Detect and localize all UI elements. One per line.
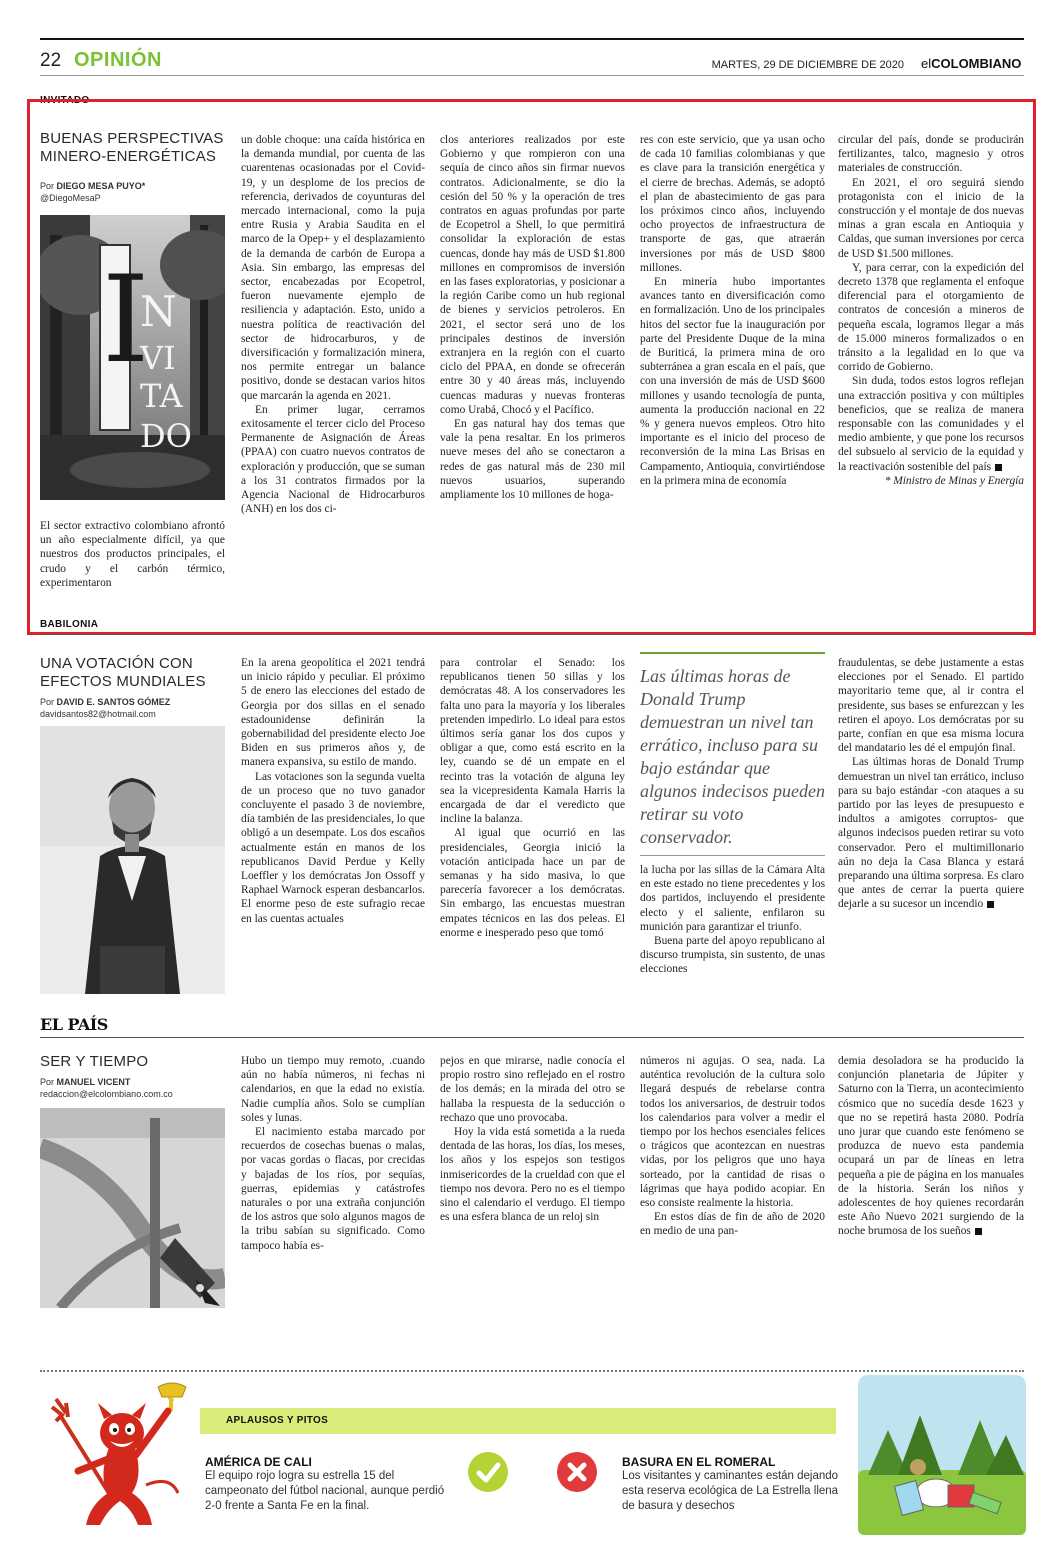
article-column-2 — [241, 133, 425, 516]
paragraph: El sector extractivo colombiano afrontó un año especialmente difícil, ya que nuestros dos productos principales, el crudo y el carbón térmico, experimentaron — [40, 520, 225, 589]
byline-by: Por — [40, 181, 55, 191]
end-mark-icon — [987, 901, 994, 908]
cross-icon — [557, 1452, 597, 1492]
headline-line: EFECTOS MUNDIALES — [40, 673, 206, 690]
paragraph: un doble choque: una caída histórica en la demanda mundial, por cuenta de las cuarentenas ocasionadas por el Covid-19, y un desplome de los precios de referencia, derivados de coyunturas del mercado internacional, como la puja entre Rusia y Arabia Saudita en el marco de la Opep+ y el desplazamiento de la demanda de carbón de Europa a Asia. Sin embargo, las empresas del sector, encabezadas por Ecopetrol, fueron nuevamente ejemplo de resiliencia y adaptación. Esto, unido a nuestra política de reactivación del sector de hidrocarburos, y de diversificación y formalización minera, nos permite entregar un balance positivo, donde se destacan varios hitos que marcarán la agenda en 2021. — [241, 134, 425, 402]
article-headline — [40, 130, 230, 166]
paragraph: res con este servicio, que ya usan ocho de cada 10 familias colombianas y que es clave para la transición energética y el cierre de brechas. Además, se adoptó el plan de abastecimiento de gas para los próximos cinco años, incluyendo ocho proyectos de infraestructura de transporte de gas, que atraerán inversiones por más de USD $800 millones. — [640, 134, 825, 274]
article-column-2 — [440, 656, 625, 940]
masthead-name: COLOMBIANO — [931, 56, 1022, 71]
section-divider — [40, 634, 1024, 635]
pull-quote-rule — [640, 652, 825, 654]
pull-quote: Las últimas horas de Donald Trump demuestran un nivel tan errático, incluso para su bajo estándar que algunos indecisos pueden retirar su voto conservador. — [640, 666, 825, 847]
section-title: APLAUSOS Y PITOS — [226, 1415, 329, 1426]
paragraph: fraudulentas, se debe justamente a estas elecciones por el Senado. El partido mayoritario teme que, al ir contra el presidente, sus bases se enfurezcan y les retiren el apoyo. Los demócratas por su parte, confían en que esa misma locura del mandatario les dé el empujón final. — [838, 657, 1024, 755]
logo-letters-do: DO — [140, 417, 192, 455]
top-rule — [40, 38, 1024, 40]
kicker-invitado: INVITADO — [40, 95, 90, 106]
author-name: DAVID E. SANTOS GÓMEZ — [56, 697, 171, 707]
paragraph: En 2021, el oro seguirá siendo protagonista con el inicio de la construcción y el montaje de dos nuevas minas a gran escala en Antioquia y Caldas, que suman inversiones por cerca de USD $1.500 millones. — [838, 176, 1024, 260]
author-portrait-svg — [40, 726, 225, 994]
headline-line: MINERO-ENERGÉTICAS — [40, 148, 217, 165]
paragraph — [838, 755, 1024, 911]
issue-date: MARTES, 29 DE DICIEMBRE DE 2020 — [711, 59, 904, 71]
section-header-bar — [200, 1408, 836, 1434]
applause-text: El equipo rojo logra su estrella 15 del campeonato del fútbol nacional, aunque perdió 2-0 frente a Santa Fe en la final. — [205, 1470, 445, 1512]
article-column-4 — [838, 1054, 1024, 1239]
byline-by: Por — [40, 697, 55, 707]
paragraph: En minería hubo importantes avances tanto en diversificación como en formalización. Uno de los principales hitos del sector fue la inauguración por parte del Presidente Duque de la mina de Buriticá, la primera mina de oro subterránea a gran escala en el país, que con una inversión de más de USD $600 millones y usando tecnología de punta, aumenta la producción nacional en 22 % y genera nuevos empleos. Otro hito importante es el inicio del proceso de reconversión de la mina Las Brisas en Campamento, Antioquia, convirtiéndose en la primera mina de economía — [640, 276, 825, 487]
paragraph: para controlar el Senado: los republicanos tienen 50 sillas y los demócratas 48. A los conservadores les falta uno para la mayoría y los liberales pretenden impedirlo. Lo ideal para estos últimos sería ganar los dos cupos y obligar a que, como está escrito en la ley, cuando se dé un empate en el recinto tras la votación de alguna ley sea la vicepresidenta Kamala Harris la encargada de dar el veredicto que incline la balanza. — [440, 657, 625, 826]
garbage-illustration-icon — [858, 1375, 1026, 1535]
illustration-image — [40, 1108, 225, 1308]
whistle-title: BASURA EN EL ROMERAL — [622, 1455, 776, 1469]
paragraph: pejos en que mirarse, nadie conocía el propio rostro sino reflejado en el rostro de los demás; en la mirada del otro se hallaba la respuesta de la seducción o rechazo que uno provocaba. — [440, 1055, 625, 1124]
pen-illustration-svg — [40, 1108, 225, 1308]
article-column-3 — [440, 133, 625, 502]
paragraph — [838, 374, 1024, 473]
paragraph: Al igual que ocurrió en las presidenciales, Georgia inició la votación anticipada hace un par de semanas y ha sido masiva, lo que parecería favorecer a los demócratas. Sin embargo, las encuestas muestran empates técnicos en las dos peleas. El enorme e inesperado peso que tomó — [440, 827, 625, 939]
garbage-illustration-svg — [858, 1375, 1026, 1535]
paragraph-text: Sin duda, todos estos logros reflejan una extracción positiva y con múltiples beneficios, que se realiza de manera responsable con las comunidades y el medio ambiente, y que pone los recursos del subsuelo al servicio de la equidad y la reactivación sostenible del país — [838, 375, 1024, 473]
header-divider — [40, 75, 1024, 76]
byline-by: Por — [40, 1077, 55, 1087]
paragraph: En la arena geopolítica el 2021 tendrá un inicio rápido y peculiar. El próximo 5 de enero las elecciones del estado de Georgia por dos sillas en el senado estadounidense definirán la gobernabilidad del presidente electo Joe Biden en sus primeros años y, de manera expansiva, su estilo de mando. — [241, 657, 425, 769]
article-column-2 — [440, 1054, 625, 1224]
section-name: OPINIÓN — [74, 49, 162, 71]
kicker-babilonia: BABILONIA — [40, 619, 99, 630]
article-column-1 — [241, 1054, 425, 1253]
logo-letters-ta: TA — [140, 377, 183, 415]
article-headline: SER Y TIEMPO — [40, 1053, 149, 1070]
dotted-divider — [40, 1370, 1024, 1372]
paragraph: Hoy la vida está sometida a la rueda dentada de las horas, los días, los meses, los años y los espejos son testigos inmisericordes de la crueldad con que el tiempo nos devora. Pero no es el tiempo sino el calendario el verdugo. El tiempo es una esfera blanca de un reloj sin — [440, 1126, 625, 1224]
byline — [40, 1076, 230, 1100]
check-icon — [468, 1452, 508, 1492]
author-footnote: * Ministro de Minas y Energía — [884, 474, 1024, 487]
paragraph: la lucha por las sillas de la Cámara Alta en este estado no tiene precedentes y los dos partidos, incluyendo el presidente electo y el saliente, enfilaron su munición para garantizar el triunfo. — [640, 864, 825, 933]
invitado-logo-image — [40, 215, 225, 500]
paragraph: números ni agujas. O sea, nada. La auténtica revolución de la cultura solo llegará después de rebelarse contra todos los aniversarios, de destruir todos los calendarios para volver a medir el tiempo por los hechos esenciales felices o trágicos que acontezcan en nuestras vidas, por los peligros que uno haya sorteado, por la cantidad de risas o lágrimas que haya podido acopiar. En eso consiste realmente la historia. — [640, 1055, 825, 1210]
article-headline — [40, 655, 230, 691]
paragraph: Buena parte del apoyo republicano al discurso trumpista, sin sustento, de unas elecciones — [640, 935, 825, 976]
author-handle: @DiegoMesaP — [40, 193, 101, 203]
article-column-5 — [838, 133, 1024, 488]
check-mark-svg — [468, 1452, 508, 1492]
section-divider — [40, 1037, 1024, 1038]
whistle-item — [622, 1455, 852, 1514]
logo-letter-n: N — [140, 287, 177, 336]
paragraph: El nacimiento estaba marcado por recuerdos de cosechas buenas o malas, por vacas gordas o flacas, por crecidas y bajadas de los ríos, por sequías, guerras, epidemias y catástrofes naturales o por una extraña conjunción de los astros que solo algunos magos de la tribu sabían su significado. Como tampoco había es- — [241, 1126, 425, 1252]
article-column-4 — [838, 656, 1024, 912]
headline-line: UNA VOTACIÓN CON — [40, 655, 193, 672]
byline — [40, 696, 230, 720]
end-mark-icon — [995, 464, 1002, 471]
author-name: DIEGO MESA PUYO* — [56, 181, 146, 191]
paragraph: En gas natural hay dos temas que vale la pena resaltar. En los primeros nueve meses del año se conectaron a redes de gas natural más de 230 mil nuevos usuarios, superando ampliamente los 10 millones de hoga- — [440, 418, 625, 502]
article-column-3 — [640, 1054, 825, 1239]
byline — [40, 180, 230, 204]
paragraph-text: demia desoladora se ha producido la conjunción planetaria de Júpiter y Saturno con la Tierra, un acontecimiento cósmico que no sucedía desde 1623 y que no se repetirá hasta 2080. Podría uno jurar que cuando este fenómeno se produzca de nuevo esta pandemia ocupará un par de líneas en letra pequeña a pie de página en los manuales de la historia. Serán los niños y adolescentes de hoy quienes recordarán este Año Nuevo 2021 surgiendo de la noche brumosa de los sueños — [838, 1055, 1024, 1238]
author-photo — [40, 726, 225, 994]
applause-title: AMÉRICA DE CALI — [205, 1455, 312, 1469]
paragraph: Hubo un tiempo muy remoto, .cuando aún no había números, ni fechas ni calendarios, en que la edad no existía. Nadie cumplía años. Solo se cumplían soles y lunas. — [241, 1055, 425, 1124]
paragraph: Y, para cerrar, con la expedición del decreto 1378 que reglamenta el enfoque diferencial para el otorgamiento de contratos de concesión a mineros de pequeña escala, logramos llegar a más de 15.000 mineros formalizados o en tránsito a la legalidad en lo que va corrido de Gobierno. — [838, 261, 1024, 374]
author-name: MANUEL VICENT — [56, 1077, 131, 1087]
paragraph: circular del país, donde se producirán fertilizantes, talco, magnesio y otros materiales de construcción. — [838, 134, 1024, 175]
masthead-prefix: el — [921, 56, 932, 71]
paragraph: En estos días de fin de año de 2020 en medio de una pan- — [640, 1211, 825, 1238]
author-email: redaccion@elcolombiano.com.co — [40, 1089, 173, 1099]
devil-mascot-icon — [50, 1375, 200, 1535]
article-column-1 — [241, 656, 425, 926]
article-column-1 — [40, 519, 225, 590]
paragraph — [838, 1054, 1024, 1239]
applause-item — [205, 1455, 455, 1514]
headline-line: BUENAS PERSPECTIVAS — [40, 130, 224, 147]
logo-letters-vi: VI — [140, 339, 176, 377]
logo-letter-i: I — [102, 251, 150, 390]
paragraph: En primer lugar, cerramos exitosamente el tercer ciclo del Proceso Permanente de Asignación de Áreas (PPAA) con cuatro nuevos contratos de exploración y producción, que se suman a los 31 contratos firmados por la Agencia Nacional de Hidrocarburos (ANH) en los dos ci- — [241, 403, 425, 516]
page-number: 22 — [40, 50, 62, 71]
cross-mark-svg — [557, 1452, 597, 1492]
article-column-4 — [640, 133, 825, 488]
paragraph: Las votaciones son la segunda vuelta de un proceso que no tuvo ganador concluyente el pasado 3 de noviembre, día también de las presidenciales, lo que obligó a un desempate. Los dos escaños actualmente están en manos de los republicanos David Perdue y Kelly Loeffler y los demócratas Jon Ossoff y Raphael Warnock esperan desbancarlos. El enorme peso de este sufragio recae en las cuentas actuales — [241, 770, 425, 925]
author-email: davidsantos82@hotmail.com — [40, 709, 156, 719]
devil-mascot-svg — [50, 1375, 200, 1535]
newspaper-masthead — [921, 56, 1021, 71]
article-column-3 — [640, 863, 825, 977]
paragraph: clos anteriores realizados por este Gobierno y que rompieron con una sequía de cinco años sin firmar nuevos contratos. Adicionalmente, se dio la cesión del 50 % y la operación de tres contratos en aguas profundas por parte de Ecopetrol a Shell, lo que permitirá consolidar la exploración de estas cuencas, donde hay más de USD $1.800 millones en compromisos de inversión en las fases exploratorias, y posicionar a la región Caribe como un hub regional de bienes y servicios petroleros. En 2021, el sector será uno de los principales destinos de inversión extranjera en la región con el cuarto ciclo del PPAA, en donde se ofrecerán entre 30 y 40 áreas más, incluyendo cuencas maduras y nuevas fronteras como Urabá, Chocó y el Pacífico. — [440, 134, 625, 416]
end-mark-icon — [975, 1228, 982, 1235]
whistle-text: Los visitantes y caminantes están dejando esta reserva ecológica de La Estrella llena de basura y desechos — [622, 1470, 839, 1512]
paragraph-text: Las últimas horas de Donald Trump demuestran un nivel tan errático, incluso para su bajo estándar -con ataques a su partido por las leyes de presupuesto e indultos a amigotes corruptos- que algunos indecisos pueden retirar su voto conservador. Pero el multimillonario aún no deja la Casa Blanca y estará preparando una última sorpresa. Es claro que antes de cerrar la puerta quiere dejarle a su sucesor un incendio — [838, 756, 1024, 911]
pull-quote-rule — [640, 855, 825, 856]
el-pais-logo: EL PAÍS — [40, 1015, 108, 1034]
